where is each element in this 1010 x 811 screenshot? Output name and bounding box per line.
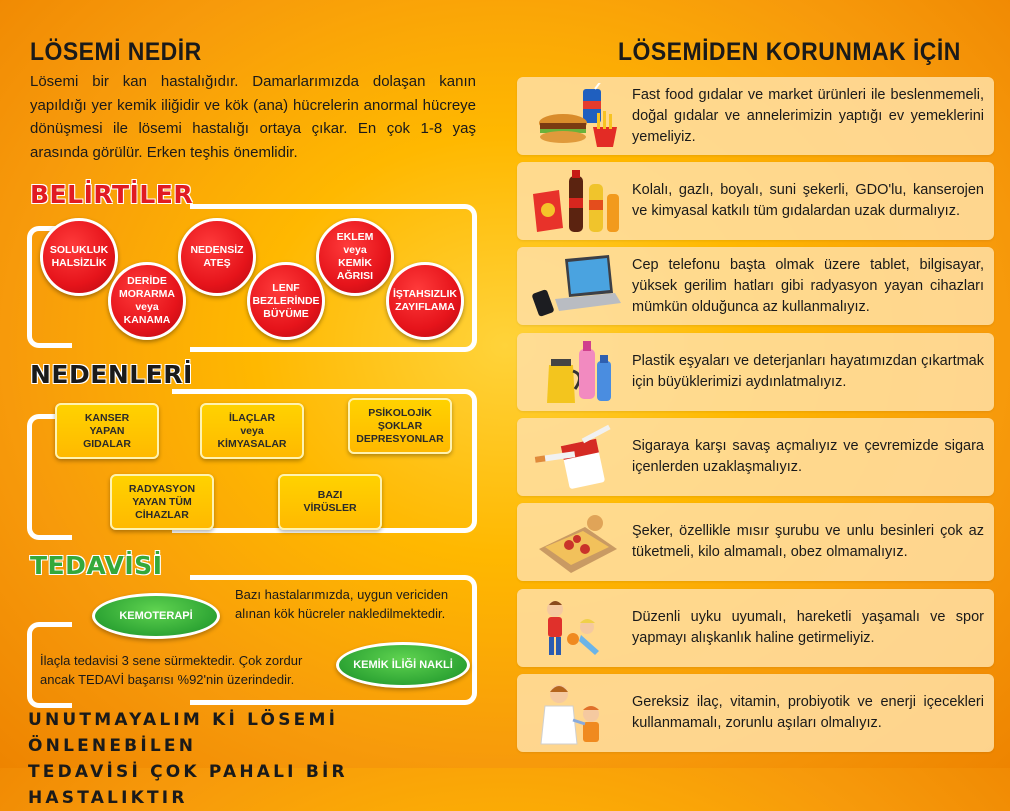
symptom-bubble: İŞTAHSIZLIK ZAYIFLAMA xyxy=(386,262,464,340)
prevention-card xyxy=(517,418,994,496)
prevention-card xyxy=(517,162,994,240)
kemik-iligi-nakli-pill: KEMİK İLİĞİ NAKLİ xyxy=(336,642,470,688)
cigarette-icon xyxy=(525,424,625,490)
kids-sport-icon xyxy=(525,595,625,661)
symptom-bubble: DERİDE MORARMA veya KANAMA xyxy=(108,262,186,340)
intro-paragraph: Lösemi bir kan hastalığıdır. Damarlarımızda dolaşan kanın yapıldığı yer kemik iliğidir ve kök (ana) hücrelerin anormal hücreye dönüşmesi ile lösemi hastalığı ortaya çıkar. En çok 1-8 yaş arasında görülür. Erken teşhis önemlidir. xyxy=(30,73,476,161)
prevention-text: Plastik eşyaları ve deterjanları hayatımızdan çıkartmak için büyüklerimizi aydınlatmalıyız. xyxy=(632,353,984,390)
pizza-icon xyxy=(525,509,625,575)
prevention-text: Cep telefonu başta olmak üzere tablet, bilgisayar, yüksek gerilim hatları gibi radyasyon yayan cihazları mümkün olduğunca az kullanmalıyız. xyxy=(632,256,984,315)
prevention-text: Şeker, özellikle mısır şurubu ve unlu besinleri çok az tüketmeli, kilo almamalı, obez olmamalıyız. xyxy=(632,523,984,560)
symptom-bubble: NEDENSİZ ATEŞ xyxy=(178,218,256,296)
kemoterapi-pill: KEMOTERAPİ xyxy=(92,593,220,639)
tedavisi-title: TEDAVİSİ xyxy=(30,551,163,580)
symptom-bubble: SOLUKLUK HALSİZLİK xyxy=(40,218,118,296)
prevention-card xyxy=(517,589,994,667)
prevention-text: Düzenli uyku uyumalı, hareketli yaşamalı ve spor yapmayı alışkanlık haline getirmeliyiz. xyxy=(632,609,984,646)
korunmak-title: LÖSEMİDEN KORUNMAK İÇİN xyxy=(618,38,961,66)
losemi-nedir-title: LÖSEMİ NEDİR xyxy=(30,38,202,66)
symptom-bubble: EKLEM veya KEMİK AĞRISI xyxy=(316,218,394,296)
tedavi-note-2: İlaçla tedavisi 3 sene sürmektedir. Çok zordur ancak TEDAVİ başarısı %92'nin üzerindedir. xyxy=(40,653,303,687)
prevention-card xyxy=(517,674,994,752)
cause-box: RADYASYON YAYAN TÜM CİHAZLAR xyxy=(110,474,214,530)
plastic-detergent-icon xyxy=(525,339,625,405)
doctor-child-icon xyxy=(525,680,625,746)
cause-box: KANSER YAPAN GIDALAR xyxy=(55,403,159,459)
prevention-card xyxy=(517,77,994,155)
nedenleri-title: NEDENLERİ xyxy=(30,360,193,389)
cause-box: İLAÇLAR veya KİMYASALAR xyxy=(200,403,304,459)
tedavi-note-1: Bazı hastalarımızda, uygun vericiden alınan kök hücreler nakledilmektedir. xyxy=(235,587,449,621)
prevention-card xyxy=(517,503,994,581)
prevention-text: Fast food gıdalar ve market ürünleri ile beslenmemeli, doğal gıdalar ve annelerimizin yaptığı ev yemeklerini yemeliyiz. xyxy=(632,86,984,145)
fast-food-icon xyxy=(525,83,625,149)
prevention-card xyxy=(517,247,994,325)
prevention-text: Sigaraya karşı savaş açmalıyız ve çevremizde sigara içenlerden uzaklaşmalıyız. xyxy=(632,438,984,475)
cause-box: BAZI VİRÜSLER xyxy=(278,474,382,530)
laptop-phone-icon xyxy=(525,253,625,319)
cause-box: PSİKOLOJİK ŞOKLAR DEPRESYONLAR xyxy=(348,398,452,454)
prevention-text: Gereksiz ilaç, vitamin, probiyotik ve enerji içecekleri kullanmamalı, zorunlu aşıları olmalıyız. xyxy=(632,694,984,731)
symptom-bubble: LENF BEZLERİNDE BÜYÜME xyxy=(247,262,325,340)
belirtiler-title: BELİRTİLER xyxy=(30,180,194,209)
motto-text: UNUTMAYALIM Kİ LÖSEMİ ÖNLENEBİLEN TEDAVİSİ ÇOK PAHALI BİR HASTALIKTIR xyxy=(28,710,348,808)
prevention-text: Kolalı, gazlı, boyalı, suni şekerli, GDO'lu, kanserojen ve kimyasal katkılı tüm gıdalardan uzak durmalıyız. xyxy=(632,182,984,219)
soda-chips-icon xyxy=(525,168,625,234)
prevention-card xyxy=(517,333,994,411)
